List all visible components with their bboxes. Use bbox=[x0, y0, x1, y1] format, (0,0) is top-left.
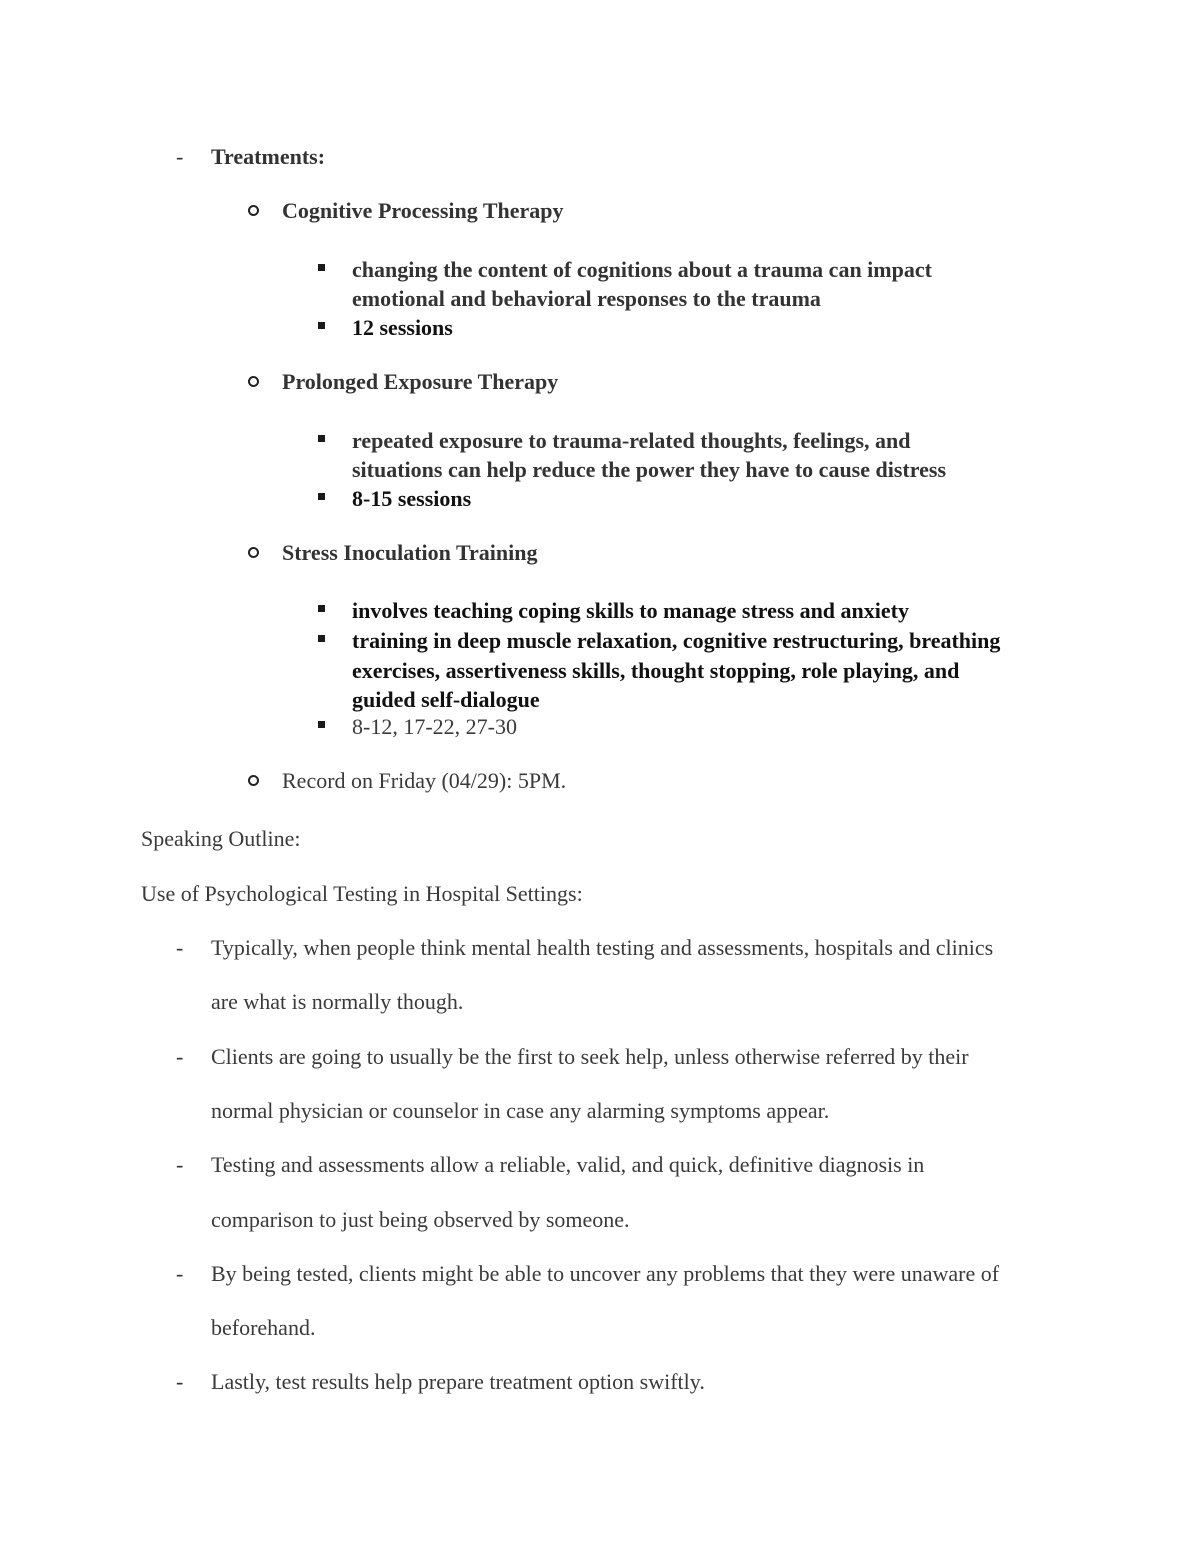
list-dash: - bbox=[176, 1044, 184, 1069]
sit-item2-line3: guided self-dialogue bbox=[352, 687, 540, 712]
hollow-bullet-icon bbox=[248, 775, 259, 786]
hollow-bullet-icon bbox=[248, 547, 259, 558]
point-line: comparison to just being observed by someone. bbox=[211, 1207, 630, 1232]
square-bullet-icon bbox=[318, 435, 325, 442]
square-bullet-icon bbox=[318, 322, 325, 329]
hollow-bullet-icon bbox=[248, 376, 259, 387]
point-line: Testing and assessments allow a reliable, valid, and quick, definitive diagnosis in bbox=[211, 1152, 925, 1177]
pet-desc-line1: repeated exposure to trauma-related thoughts, feelings, and bbox=[352, 428, 911, 453]
list-dash: - bbox=[176, 935, 184, 960]
hollow-bullet-icon bbox=[248, 205, 259, 216]
treatments-heading: Treatments: bbox=[211, 144, 326, 169]
point-line: By being tested, clients might be able to uncover any problems that they were unaware of bbox=[211, 1261, 1000, 1286]
list-dash: - bbox=[176, 1152, 184, 1177]
point-line: normal physician or counselor in case any alarming symptoms appear. bbox=[211, 1098, 830, 1123]
sit-item2-line1: training in deep muscle relaxation, cognitive restructuring, breathing bbox=[352, 628, 1001, 653]
sit-item1: involves teaching coping skills to manage stress and anxiety bbox=[352, 598, 909, 623]
section-title: Use of Psychological Testing in Hospital Settings: bbox=[141, 881, 583, 906]
point-line: Lastly, test results help prepare treatment option swiftly. bbox=[211, 1369, 705, 1394]
sit-item2-line2: exercises, assertiveness skills, thought stopping, role playing, and bbox=[352, 658, 960, 683]
pet-desc-line2: situations can help reduce the power they have to cause distress bbox=[352, 457, 946, 482]
cpt-sessions: 12 sessions bbox=[352, 315, 453, 340]
list-dash: - bbox=[176, 144, 184, 169]
cpt-desc-line1: changing the content of cognitions about a trauma can impact bbox=[352, 257, 932, 282]
square-bullet-icon bbox=[318, 264, 325, 271]
pet-sessions: 8-15 sessions bbox=[352, 486, 472, 511]
list-dash: - bbox=[176, 1261, 184, 1286]
square-bullet-icon bbox=[318, 635, 325, 642]
cpt-title: Cognitive Processing Therapy bbox=[282, 198, 564, 223]
pet-title: Prolonged Exposure Therapy bbox=[282, 369, 559, 394]
record-note: Record on Friday (04/29): 5PM. bbox=[282, 768, 567, 793]
sit-title: Stress Inoculation Training bbox=[282, 540, 538, 565]
point-line: are what is normally though. bbox=[211, 989, 464, 1014]
square-bullet-icon bbox=[318, 721, 325, 728]
point-line: Clients are going to usually be the first to seek help, unless otherwise referred by their bbox=[211, 1044, 969, 1069]
cpt-desc-line2: emotional and behavioral responses to the trauma bbox=[352, 286, 821, 311]
list-dash: - bbox=[176, 1369, 184, 1394]
square-bullet-icon bbox=[318, 493, 325, 500]
point-line: Typically, when people think mental health testing and assessments, hospitals and clinics bbox=[211, 935, 994, 960]
speaking-outline-label: Speaking Outline: bbox=[141, 826, 301, 851]
square-bullet-icon bbox=[318, 605, 325, 612]
point-line: beforehand. bbox=[211, 1315, 316, 1340]
sit-sessions: 8-12, 17-22, 27-30 bbox=[352, 714, 517, 739]
